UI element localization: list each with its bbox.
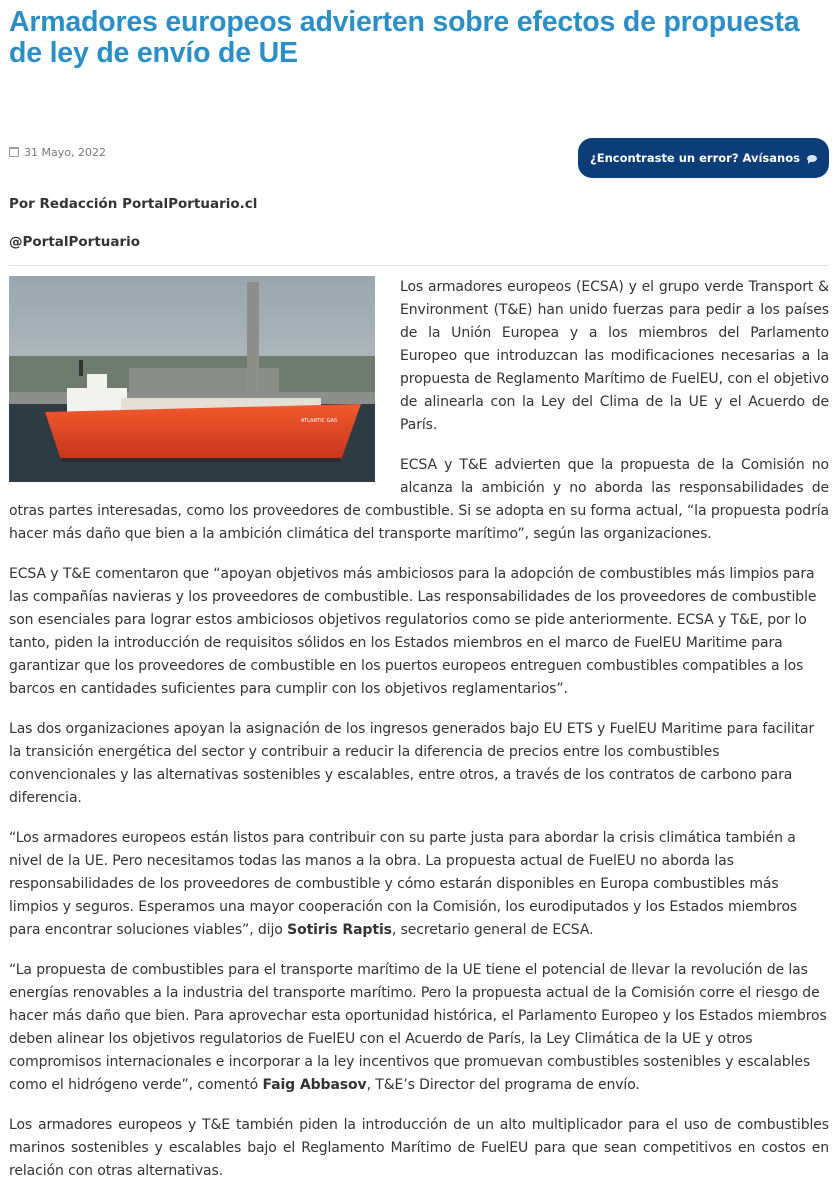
paragraph-5 [9, 827, 829, 942]
waterline [61, 458, 341, 462]
report-error-button[interactable] [578, 138, 829, 178]
ship-name: ATLANTIC GAS [301, 418, 338, 424]
meta-row [9, 138, 829, 182]
speaker-name: Faig Abbasov [262, 1077, 367, 1093]
chat-bubble-icon [807, 155, 817, 162]
article-body [9, 276, 829, 1200]
divider [9, 265, 829, 266]
article-title: Armadores europeos advierten sobre efectos de propuesta de ley de envío de UE [9, 6, 800, 69]
author-handle: @PortalPortuario [9, 234, 141, 250]
paragraph-2: ECSA y T&E advierten que la propuesta de la Comisión no alcanza la ambición y no aborda las responsabilidades de otras partes interesadas, como los proveedores de combustible. Si se adopta en su forma actual, “la propuesta podría hacer más daño que bien a la ambición climática del transporte marítimo”, según las organizaciones. [9, 457, 829, 542]
article-page [9, 0, 829, 1179]
ship-photo [9, 276, 375, 482]
paragraph-1: Los armadores europeos (ECSA) y el grupo verde Transport & Environment (T&E) han unido fuerzas para pedir a los países de la Unión Europea y a los miembros del Parlamento Europeo que introduzcan las modificaciones necesarias a la propuesta de Reglamento Marítimo de FuelEU, con el objetivo de alinearla con la Ley del Clima de la UE y el Acuerdo de París. [400, 279, 829, 433]
ship-hull [45, 404, 361, 460]
paragraph-6-text: “La propuesta de combustibles para el transporte marítimo de la UE tiene el potencial de llevar la revolución de las energías renovables a la industria del transporte marítimo. Pero la propuesta actual de la Comisión corre el riesgo de hacer más daño que bien. Para aprovechar esta oportunidad histórica, el Parlamento Europeo y los Estados miembros deben alinear los objetivos regulatorios de FuelEU con el Acuerdo de París, la Ley Climática de la UE y otros compromisos internacionales e incorporar a la ley incentivos que promuevan combustibles sostenibles y escalables como el hidrógeno verde”, comentó [9, 962, 827, 1093]
paragraph-3: ECSA y T&E comentaron que “apoyan objetivos más ambiciosos para la adopción de combustibles más limpios para las compañías navieras y los proveedores de combustible. Las responsabilidades de los proveedores de combustible son esenciales para lograr estos ambiciosos objetivos regulatorios como se pide anteriormente. ECSA y T&E, por lo tanto, piden la introducción de requisitos sólidos en los Estados miembros en el marco de FuelEU Maritime para garantizar que los proveedores de combustible en los puertos europeos entreguen combustibles compatibles a los barcos en cantidades suficientes para cumplir con los objetivos reglamentarios”. [9, 566, 817, 697]
byline: Por Redacción PortalPortuario.cl [9, 196, 258, 212]
report-error-label: ¿Encontraste un error? Avísanos [590, 151, 800, 165]
speaker-title: , T&E’s Director del programa de envío. [366, 1077, 640, 1093]
date-text: 31 Mayo, 2022 [24, 146, 106, 159]
paragraph-4: Las dos organizaciones apoyan la asignación de los ingresos generados bajo EU ETS y FuelEU Maritime para facilitar la transición energética del sector y contribuir a reducir la diferencia de precios entre los combustibles convencionales y las alternativas sostenibles y escalables, entre otros, a través de los contratos de carbono para diferencia. [9, 721, 815, 806]
chimney [247, 282, 259, 392]
publish-date [9, 146, 106, 159]
speaker-title: , secretario general de ECSA. [391, 922, 594, 938]
paragraph-5-text: “Los armadores europeos están listos para contribuir con su parte justa para abordar la crisis climática también a nivel de la UE. Pero necesitamos todas las manos a la obra. La propuesta actual de FuelEU no aborda las responsabilidades de los proveedores de combustible y cómo estarán disponibles en Europa combustibles más limpios y seguros. Esperamos una mayor cooperación con la Comisión, los eurodiputados y los Estados miembros para encontrar soluciones viables”, dijo [9, 830, 798, 938]
ship-photo-image [9, 276, 375, 482]
calendar-icon [9, 147, 19, 157]
paragraph-7: Los armadores europeos y T&E también piden la introducción de un alto multiplicador para el uso de combustibles marinos sostenibles y escalables bajo el Reglamento Marítimo de FuelEU para que sean competitivos en costos en relación con otras alternativas. [9, 1117, 829, 1179]
speaker-name: Sotiris Raptis [287, 922, 392, 938]
ship-mast [79, 360, 83, 376]
paragraph-6 [9, 959, 829, 1097]
